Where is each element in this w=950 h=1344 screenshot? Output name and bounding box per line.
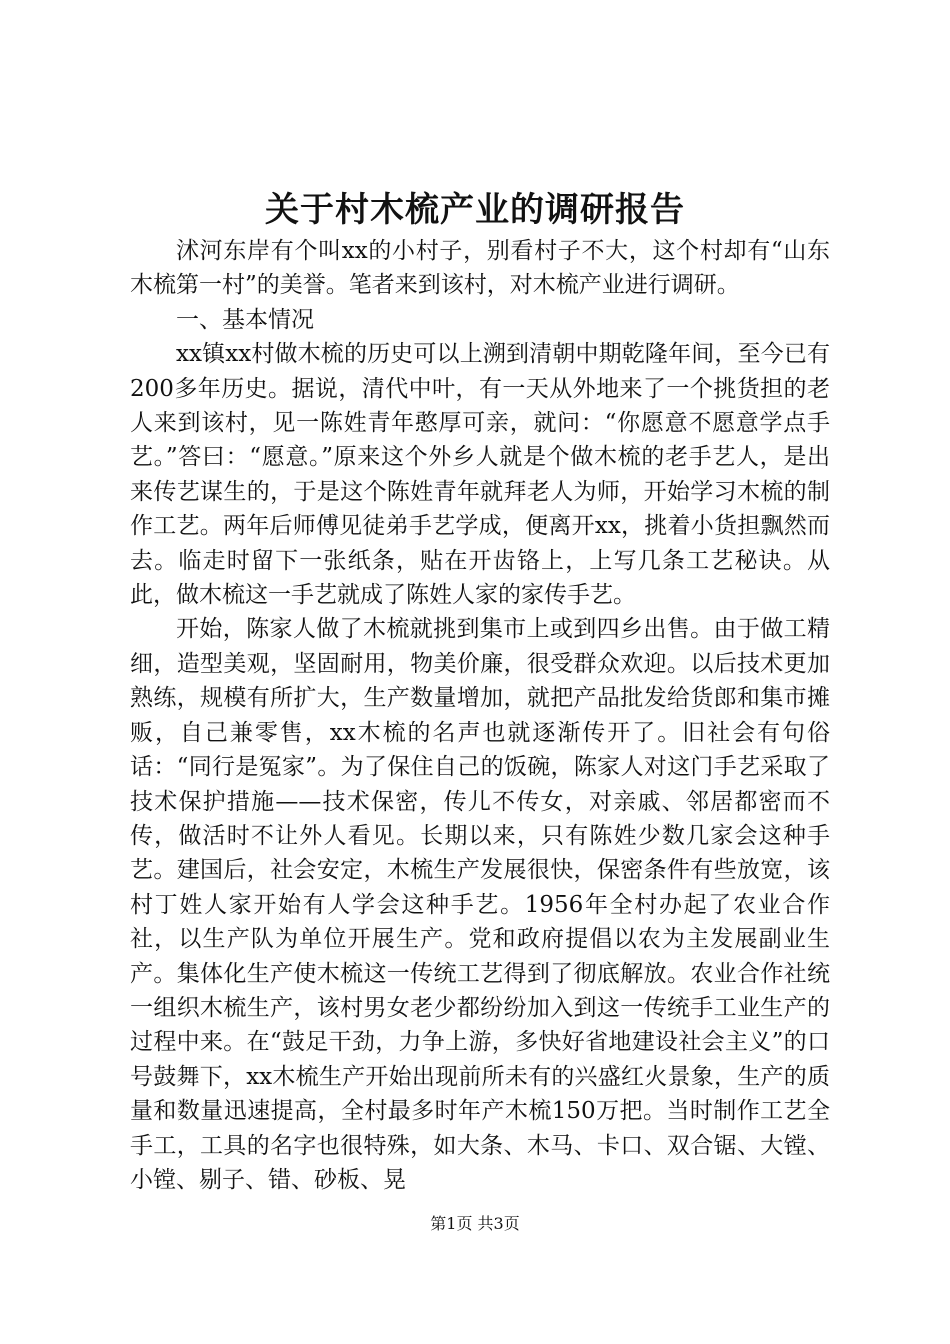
paragraph-history: xx镇xx村做木梳的历史可以上溯到清朝中期乾隆年间，至今已有200多年历史。据说，清代中叶，有一天从外地来了一个挑货担的老人来到该村，见一陈姓青年憨厚可亲，就问：“你愿意不愿意学点手艺。”答曰：“愿意。”原来这个外乡人就是个做木梳的老手艺人，是出来传艺谋生的，于是这个陈姓青年就拜老人为师，开始学习木梳的制作工艺。两年后师傅见徒弟手艺学成，便离开xx，挑着小货担飘然而去。临走时留下一张纸条，贴在开齿铬上，上写几条工艺秘诀。从此，做木梳这一手艺就成了陈姓人家的家传手艺。 [130, 341, 830, 609]
paragraph-intro: 沭河东岸有个叫xx的小村子，别看村子不大，这个村却有“山东木梳第一村”的美誉。笔者来到该村，对木梳产业进行调研。 [130, 238, 830, 299]
section-heading-basic: 一、基本情况 [176, 306, 314, 333]
paragraph-development: 开始，陈家人做了木梳就挑到集市上或到四乡出售。由于做工精细，造型美观，坚固耐用，物美价廉，很受群众欢迎。以后技术更加熟练，规模有所扩大，生产数量增加，就把产品批发给货郎和集市摊贩，自己兼零售，xx木梳的名声也就逐渐传开了。旧社会有句俗话：“同行是冤家”。为了保住自己的饭碗，陈家人对这门手艺采取了技术保护措施——技术保密，传儿不传女，对亲戚、邻居都密而不传，做活时不让外人看见。长期以来，只有陈姓少数几家会这种手艺。建国后，社会安定，木梳生产发展很快，保密条件有些放宽，该村丁姓人家开始有人学会这种手艺。1956年全村办起了农业合作社，以生产队为单位开展生产。党和政府提倡以农为主发展副业生产。集体化生产使木梳这一传统工艺得到了彻底解放。农业合作社统一组织木梳生产，该村男女老少都纷纷加入到这一传统手工业生产的过程中来。在“鼓足干劲，力争上游，多快好省地建设社会主义”的口号鼓舞下，xx木梳生产开始出现前所未有的兴盛红火景象，生产的质量和数量迅速提高，全村最多时年产木梳150万把。当时制作工艺全手工，工具的名字也很特殊，如大条、木马、卡口、双合锯、大镗、小镗、剔子、错、砂板、晃 [130, 616, 830, 1193]
document-title: 关于村木梳产业的调研报告 [265, 190, 685, 230]
page-footer: 第1页 共3页 [430, 1214, 520, 1233]
document-body [130, 234, 830, 1197]
